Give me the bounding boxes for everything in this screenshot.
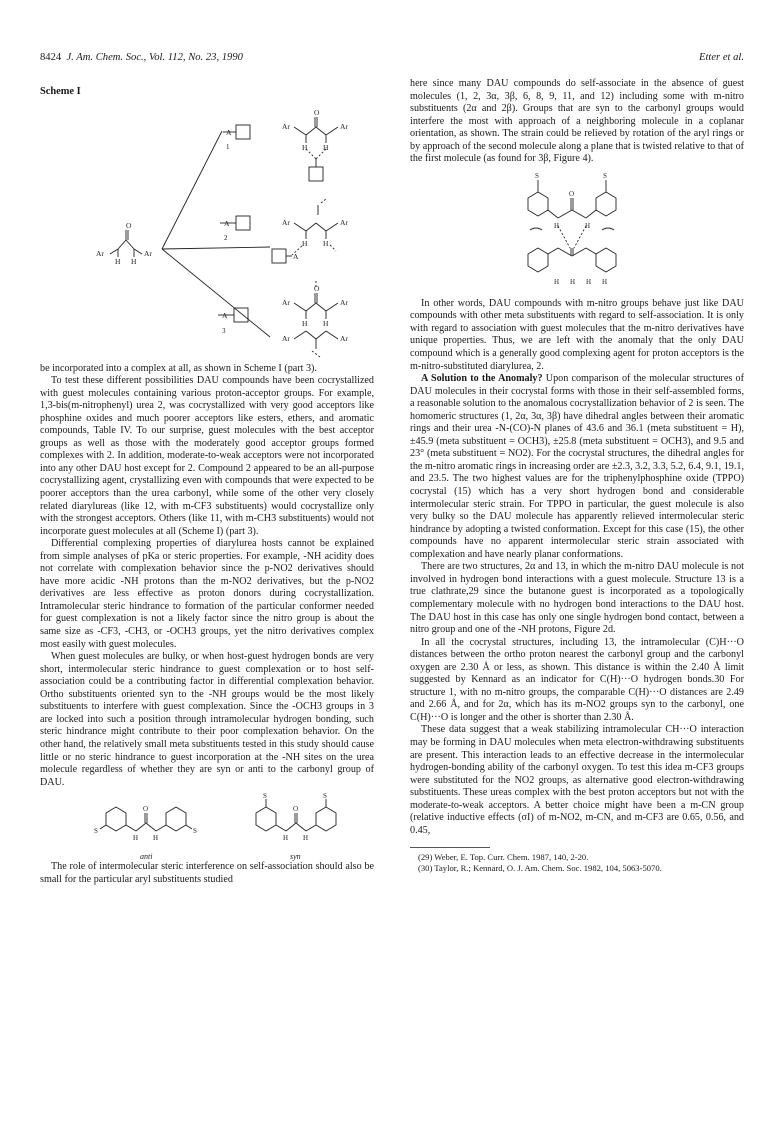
- svg-text:H: H: [283, 834, 289, 843]
- svg-text:H: H: [131, 256, 137, 266]
- svg-text:A: A: [224, 218, 230, 228]
- anomaly-heading: A Solution to the Anomaly?: [421, 373, 543, 385]
- svg-text:A: A: [222, 310, 228, 320]
- svg-text:H: H: [323, 142, 329, 152]
- svg-text:Ar: Ar: [282, 217, 290, 227]
- right-para-0: here since many DAU compounds do self-associate in the absence of guest molecules (1, 2, 3α, 3β, 6, 8, 9, 11, and 12) including some with m-nitro substituents (2α and 2β). Groups that are syn to the carbonyl groups would interfere the most with approach of a neighboring molecule in a coplanar orientation, as shown. The strain could be relieved by rotation of the aryl rings or by approach of the second molecule along a plane that is twisted relative to that of the first molecule (as found for 3β, Figure 4).: [410, 78, 744, 165]
- pathway-number-2: 2: [224, 233, 228, 242]
- running-header: [40, 52, 744, 68]
- right-para-1: In other words, DAU compounds with m-nitro groups behave just like DAU compounds with other meta substituents with regard to self-association. It is only with regard to association with guest molecules that the m-nitro derivatives have unique properties. Thus, we are left with the anomaly that the only DAU compound which is a generally good complexing agent for proton acceptors is the m-nitro-substituted diarylurea, 2.: [410, 297, 744, 372]
- svg-text:H: H: [153, 834, 159, 843]
- scheme-diagram: [40, 99, 374, 363]
- header-authors: Etter et al.: [698, 52, 744, 63]
- left-para-0: be incorporated into a complex at all, as shown in Scheme I (part 3).: [40, 362, 317, 374]
- svg-text:Ar: Ar: [96, 248, 104, 258]
- anti-syn-figure: [40, 793, 374, 861]
- right-para-3: There are two structures, 2α and 13, in which the m-nitro DAU molecule is not involved in hydrogen bond interactions with a guest molecule. Structure 13 is a true clathrate,29 since the butanone guest is incorporated as a topologically complementary molecule with no hydrogen bond interactions to the DAU host. The DAU host in this case has only one single hydrogen bond contact, between a nitro group and one of the -NH protons, Figure 2d.: [410, 561, 744, 636]
- svg-text:O: O: [569, 189, 575, 198]
- svg-text:Ar: Ar: [340, 333, 348, 343]
- svg-text:H: H: [570, 277, 576, 286]
- right-para-5: These data suggest that a weak stabilizing intramolecular CH···O interaction may be forming in DAU molecules when meta electron-withdrawing substituents are present. This interaction leads to an effective decrease in the intermolecular hydrogen-bonding ability of the carbonyl oxygen. To test this idea m-CF3 groups were substituted for the NO2 groups, as alternative good electron-withdrawing substituents. These ureas complex with the best proton acceptors but not with the moderate-to-weak acceptors. A better choice might have been a m-CN group (relative inductive effects (σI) of m-NO2, m-CN, and m-CF3 are 0.65, 0.56, and 0.45,: [410, 724, 744, 836]
- svg-text:S: S: [263, 793, 267, 801]
- syn-label: syn: [290, 852, 301, 862]
- page-number: 8424: [40, 52, 62, 63]
- left-para-3: When guest molecules are bulky, or when host-guest hydrogen bonds are very short, intermolecular steric hindrance to guest complexation or to host self-association could be a contributing factor in differential complexation behavior. Ortho substituents oriented syn to the -NH groups would be the most likely substituents to interfere with guest complexation. Since the -OCH3 groups in 3 are locked into such a position through intramolecular hydrogen bonding, such steric hindrance might contribute to their poor complexation behavior. On the other hand, the relatively small meta substituents tested in this study should cause little or no steric hindrance to guest incorporation at the -NH sites on the urea molecule regardless of whether they are syn or anti to the carbonyl group of DAU.: [40, 651, 374, 788]
- svg-text:H: H: [602, 277, 608, 286]
- left-para-1: To test these different possibilities DAU compounds have been cocrystallized with guest molecules containing various proton-acceptor groups. For example, 1,3-bis(m-nitrophenyl) urea 2, was cocrystallized with very good acceptors like phosphine oxides and much poorer acceptors like esters, ethers, and aromatic compounds, Table IV. To our surprise, guest molecules with the best acceptor groups as well as those with the moderately good acceptor groups formed complexes with 2. In addition, moderate-to-weak acceptors were not incorporated into any other DAU host except for 2. Compound 2 appeared to be an all-purpose cocrystallizing agent, crystallizing even with compounds that were expected to be poorer acceptors than the urea carbonyl, while some of the other very closely related diarylureas (like 12, with m-CF3 substituents) would cocrystallize only with the strongest acceptors. Others (like 11, with m-CH3 substituents) would not incorporate guest molecules at all (Scheme I) (part 3).: [40, 375, 374, 537]
- svg-text:S: S: [535, 171, 539, 180]
- svg-text:Ar: Ar: [144, 248, 152, 258]
- svg-text:H: H: [585, 221, 591, 230]
- svg-text:H: H: [586, 277, 592, 286]
- svg-text:A: A: [226, 127, 232, 137]
- svg-text:S: S: [323, 793, 327, 801]
- svg-text:H: H: [115, 256, 121, 266]
- right-para-2: [410, 373, 744, 561]
- left-para-4: The role of intermolecular steric interference on self-association should also be small for the particular aryl substituents studied: [40, 861, 374, 885]
- left-para-2: Differential complexing properties of diarylurea hosts cannot be explained from simple analyses of pKa or steric properties. For example, -NH acidity does not correlate with complexation behavior since the p-NO2 derivatives should have more acidic -NH protons than the m-NO2 derivatives, but the p-NO2 derivatives are less effective as proton donors during cocrystallization. Intramolecular steric hindrance to formation of the particular conformer needed for guest complexation is not a likely factor since the nitro group is about the same size as -CF3, -CH3, or -OCH3 groups, yet the nitro derivatives complex most easily with guest molecules.: [40, 538, 374, 650]
- svg-text:O: O: [314, 107, 320, 117]
- svg-text:Ar: Ar: [340, 121, 348, 131]
- svg-text:O: O: [314, 283, 320, 293]
- self-association-diagram: [410, 168, 744, 296]
- svg-text:A: A: [293, 251, 299, 261]
- svg-text:H: H: [323, 318, 329, 328]
- svg-text:Ar: Ar: [340, 217, 348, 227]
- scheme-title: Scheme I: [40, 86, 81, 97]
- svg-text:H: H: [554, 277, 560, 286]
- svg-text:S: S: [193, 827, 197, 836]
- svg-text:Ar: Ar: [282, 121, 290, 131]
- svg-text:Ar: Ar: [282, 297, 290, 307]
- svg-text:O: O: [143, 805, 149, 814]
- right-column: [410, 78, 744, 873]
- svg-text:H: H: [303, 834, 309, 843]
- svg-text:Ar: Ar: [282, 333, 290, 343]
- footnote-29: (29) Weber, E. Top. Curr. Chem. 1987, 140, 2-20.: [418, 852, 589, 863]
- svg-text:S: S: [603, 171, 607, 180]
- svg-text:O: O: [126, 220, 132, 230]
- svg-text:S: S: [94, 827, 98, 836]
- left-column: [40, 78, 374, 886]
- svg-text:H: H: [302, 238, 308, 248]
- svg-text:H: H: [302, 142, 308, 152]
- svg-text:H: H: [554, 221, 560, 230]
- pathway-number-1: 1: [226, 142, 230, 151]
- svg-text:H: H: [302, 318, 308, 328]
- journal-citation: J. Am. Chem. Soc., Vol. 112, No. 23, 1990: [66, 52, 243, 63]
- svg-text:H: H: [133, 834, 139, 843]
- svg-text:H: H: [323, 238, 329, 248]
- svg-text:O: O: [293, 805, 299, 814]
- header-left: [40, 52, 243, 63]
- footnote-30: (30) Taylor, R.; Kennard, O. J. Am. Chem. Soc. 1982, 104, 5063-5070.: [418, 862, 662, 873]
- anti-label: anti: [140, 852, 153, 862]
- svg-text:Ar: Ar: [340, 297, 348, 307]
- footnote-rule: [410, 847, 490, 848]
- pathway-number-3: 3: [222, 326, 226, 335]
- anomaly-text: Upon comparison of the molecular structures of DAU molecules in their cocrystal forms with those in their self-assembled forms, a reasonable solution to the anomalous cocrystallization behavior of 2 is seen. The homomeric structures (1, 2α, 3α, 3β) have dihedral angles between their aromatic rings and their urea -N-(CO)-N planes of 43.6 and 36.1 (meta substituent = H), ±45.9 (meta substituent = OCH3), ±25.8 (meta substituent = OCH3), and 9.5 and 23° (meta substituent = NO2). For the cocrystal structures, the dihedral angles for the m-nitro aromatic rings in increasing order are ±2.3, 3.2, 3.3, 5.2, 6.4, 9.1, 19.1, and 23.5. The two highest values are for the triphenylphosphine oxide (TPPO) cocrystal (15) which has a very short hydrogen bond and considerable intermolecular steric strain. For TPPO in particular, the guest molecule is also very bulky so the DAU molecule has apparently relieved intermolecular steric hindrance by adopting a twisted conformation. Except for this case (15), the other compounds have no apparent intermolecular steric strain associated with complexation and have nearly planar conformations.: [410, 373, 744, 560]
- right-para-4: In all the cocrystal structures, including 13, the intramolecular (C)H···O distances between the ortho proton nearest the carbonyl group and the carbonyl oxygen are 2.30 Å or less, as shown. This distance is within the 2.40 Å limit suggested by Kennard as an indicator for C(H)···O hydrogen bonds.30 For structure 1, with no m-nitro groups, the comparable C(H)···O distances are 2.49 and 2.66 Å, and for 2α, which has its m-NO2 groups syn to the carbonyl, one C(H)···O is longer and the other is shorter than 2.30 Å.: [410, 636, 744, 723]
